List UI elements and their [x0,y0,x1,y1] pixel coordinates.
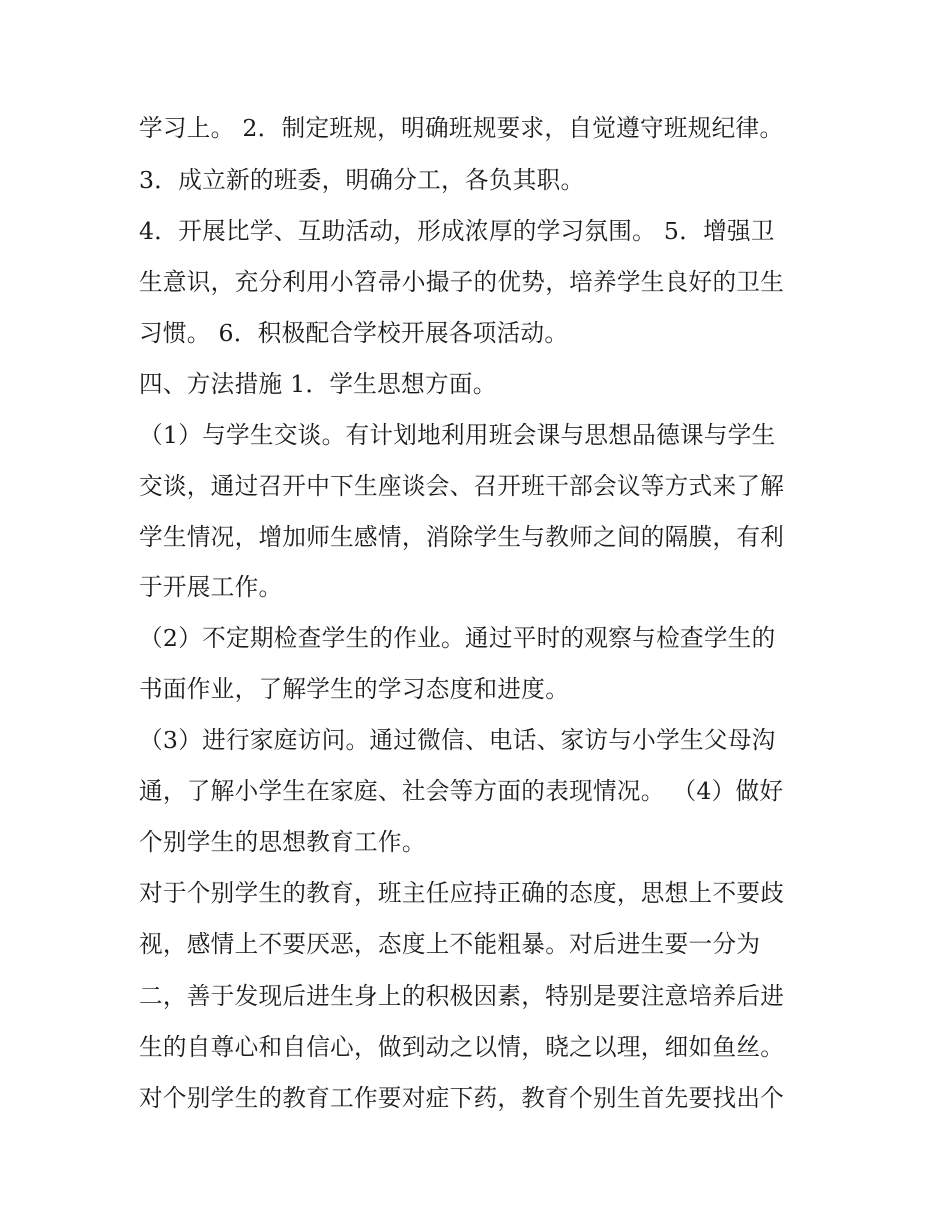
text-line: 3．成立新的班委，明确分工，各负其职。 [139,166,585,194]
text-line: 视，感情上不要厌恶，态度上不能粗暴。对后进生要一分为 [139,930,761,958]
text-line: 生的自尊心和自信心，做到动之以情，晓之以理，细如鱼丝。 [139,1033,785,1061]
text-line: 4．开展比学、互助活动，形成浓厚的学习氛围。 5．增强卫 [139,217,775,245]
text-line: （1）与学生交谈。有计划地利用班会课与思想品德课与学生 [139,421,776,449]
text-line: 交谈，通过召开中下生座谈会、召开班干部会议等方式来了解 [139,472,785,500]
text-line: 学习上。 2．制定班规，明确班规要求，自觉遵守班规纪律。 [139,114,784,142]
text-line: 二，善于发现后进生身上的积极因素，特别是要注意培养后进 [139,982,785,1010]
text-line: 学生情况，增加师生感情，消除学生与教师之间的隔膜，有利 [139,523,785,551]
text-line: 对个别学生的教育工作要对症下药，教育个别生首先要找出个 [139,1084,785,1112]
text-line: 个别学生的思想教育工作。 [139,828,426,856]
text-line: （3）进行家庭访问。通过微信、电话、家访与小学生父母沟 [139,726,776,754]
text-line: （2）不定期检查学生的作业。通过平时的观察与检查学生的 [139,624,776,652]
text-line: 生意识，充分利用小笤帚小撮子的优势，培养学生良好的卫生 [139,268,785,296]
text-line: 通，了解小学生在家庭、社会等方面的表现情况。 （4）做好 [139,777,784,805]
text-line: 于开展工作。 [139,573,283,601]
text-line: 习惯。 6．积极配合学校开展各项活动。 [139,319,569,347]
text-line: 四、方法措施 1．学生思想方面。 [139,370,497,398]
text-line: 书面作业，了解学生的学习态度和进度。 [139,675,570,703]
text-line: 对于个别学生的教育，班主任应持正确的态度，思想上不要歧 [139,879,785,907]
